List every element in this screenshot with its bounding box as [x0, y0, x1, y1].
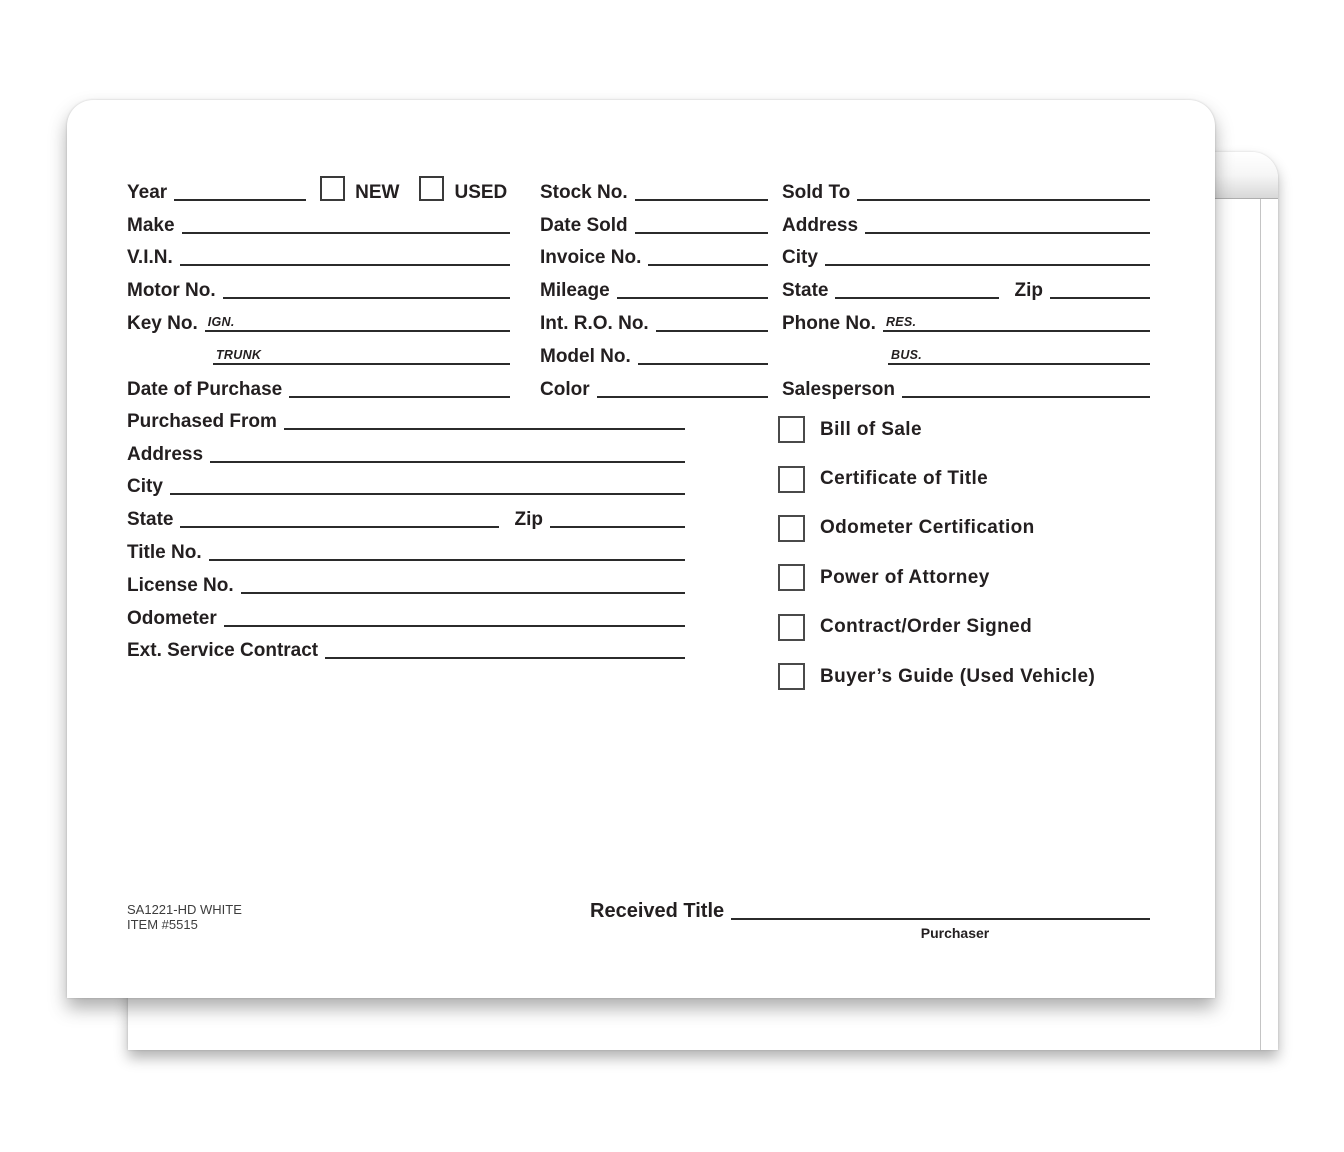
certificate-of-title-item	[778, 454, 1095, 503]
salesperson-line[interactable]	[902, 381, 1150, 398]
model-no-line[interactable]	[638, 348, 768, 365]
invoice-no-line[interactable]	[648, 249, 768, 266]
salesperson-field-row	[782, 367, 1150, 400]
key-no-ign-line[interactable]	[205, 315, 510, 332]
key-no-trunk-line[interactable]	[213, 348, 510, 365]
item-number: ITEM #5515	[127, 917, 198, 932]
power-of-attorney-item	[778, 553, 1095, 602]
odometer-certification-checkbox[interactable]	[778, 515, 805, 542]
odometer-certification-label: Odometer Certification	[820, 517, 1035, 539]
invoice-no-label: Invoice No.	[540, 247, 642, 269]
date-sold-line[interactable]	[635, 217, 768, 234]
buyer-state-zip-field-row	[782, 268, 1150, 301]
make-label: Make	[127, 214, 175, 236]
vin-line[interactable]	[180, 249, 510, 266]
buyers-guide-item	[778, 652, 1095, 701]
title-no-label: Title No.	[127, 542, 202, 564]
stock-no-line[interactable]	[635, 184, 768, 201]
new-checkbox[interactable]	[320, 176, 345, 201]
ext-service-contract-field-row	[127, 629, 685, 662]
model-no-label: Model No.	[540, 345, 631, 367]
key-no-ign-field-row	[127, 301, 510, 334]
date-of-purchase-label: Date of Purchase	[127, 378, 283, 400]
stock-no-label: Stock No.	[540, 181, 628, 203]
date-of-purchase-field-row	[127, 367, 510, 400]
seller-state-line[interactable]	[180, 511, 498, 528]
envelope-seam	[1260, 199, 1261, 1050]
odometer-field-row	[127, 596, 685, 629]
int-ro-no-label: Int. R.O. No.	[540, 313, 649, 335]
date-sold-field-row	[540, 203, 768, 236]
new-label: NEW	[355, 181, 400, 203]
buyer-state-label: State	[782, 280, 829, 302]
res-sublabel: RES.	[885, 314, 917, 329]
phone-bus-field-row	[782, 334, 1150, 367]
seller-address-line[interactable]	[210, 446, 685, 463]
title-no-line[interactable]	[209, 544, 685, 561]
year-label: Year	[127, 181, 168, 203]
buyer-address-field-row	[782, 203, 1150, 236]
color-label: Color	[540, 378, 590, 400]
model-no-field-row	[540, 334, 768, 367]
certificate-of-title-label: Certificate of Title	[820, 468, 989, 490]
purchase-info-column	[127, 399, 685, 661]
license-no-field-row	[127, 563, 685, 596]
sold-to-line[interactable]	[857, 184, 1150, 201]
date-sold-label: Date Sold	[540, 214, 628, 236]
vin-field-row	[127, 236, 510, 269]
received-title-field-row	[590, 894, 1150, 941]
seller-zip-line[interactable]	[550, 511, 685, 528]
purchased-from-line[interactable]	[284, 413, 685, 430]
phone-bus-line[interactable]	[888, 348, 1150, 365]
ign-sublabel: IGN.	[207, 314, 235, 329]
mileage-field-row	[540, 268, 768, 301]
product-code: SA1221-HD WHITE	[127, 902, 242, 917]
phone-res-line[interactable]	[883, 315, 1150, 332]
certificate-of-title-checkbox[interactable]	[778, 466, 805, 493]
bus-sublabel: BUS.	[891, 347, 923, 362]
purchased-from-field-row	[127, 399, 685, 432]
odometer-line[interactable]	[224, 610, 685, 627]
ext-service-contract-line[interactable]	[325, 642, 685, 659]
trunk-sublabel: TRUNK	[216, 347, 262, 362]
motor-no-line[interactable]	[223, 282, 510, 299]
invoice-no-field-row	[540, 236, 768, 269]
buyer-address-line[interactable]	[865, 217, 1150, 234]
seller-address-label: Address	[127, 443, 204, 465]
contract-order-signed-label: Contract/Order Signed	[820, 616, 1033, 638]
key-no-trunk-field-row	[127, 334, 510, 367]
mileage-line[interactable]	[617, 282, 768, 299]
buyers-guide-checkbox[interactable]	[778, 663, 805, 690]
odometer-label: Odometer	[127, 607, 217, 629]
odometer-certification-item	[778, 504, 1095, 553]
bill-of-sale-checkbox[interactable]	[778, 416, 805, 443]
contract-order-signed-item	[778, 603, 1095, 652]
contract-order-signed-checkbox[interactable]	[778, 614, 805, 641]
purchased-from-label: Purchased From	[127, 410, 277, 432]
make-field-row	[127, 203, 510, 236]
license-no-label: License No.	[127, 574, 234, 596]
vehicle-info-column	[127, 170, 510, 400]
buyer-address-label: Address	[782, 214, 859, 236]
bill-of-sale-item	[778, 405, 1095, 454]
sale-info-column	[540, 170, 768, 400]
seller-zip-label: Zip	[514, 509, 543, 531]
year-field-row	[127, 170, 510, 203]
sold-to-label: Sold To	[782, 181, 851, 203]
int-ro-no-line[interactable]	[656, 315, 768, 332]
seller-state-label: State	[127, 509, 174, 531]
deal-envelope-front	[67, 100, 1215, 998]
product-code-block	[127, 902, 242, 932]
int-ro-no-field-row	[540, 301, 768, 334]
vin-label: V.I.N.	[127, 247, 173, 269]
make-line[interactable]	[182, 217, 510, 234]
license-no-line[interactable]	[241, 577, 685, 594]
phone-res-field-row	[782, 301, 1150, 334]
buyer-info-column	[782, 170, 1150, 400]
seller-city-line[interactable]	[170, 478, 685, 495]
color-line[interactable]	[597, 381, 768, 398]
purchaser-label: Purchaser	[920, 925, 990, 941]
key-no-label: Key No.	[127, 313, 198, 335]
color-field-row	[540, 367, 768, 400]
salesperson-label: Salesperson	[782, 378, 895, 400]
bill-of-sale-label: Bill of Sale	[820, 418, 922, 440]
stock-no-field-row	[540, 170, 768, 203]
seller-city-field-row	[127, 465, 685, 498]
buyer-city-field-row	[782, 236, 1150, 269]
buyer-zip-label: Zip	[1014, 280, 1043, 302]
phone-no-label: Phone No.	[782, 313, 876, 335]
buyers-guide-label: Buyer’s Guide (Used Vehicle)	[820, 665, 1096, 687]
received-title-label: Received Title	[590, 900, 725, 922]
sold-to-field-row	[782, 170, 1150, 203]
buyer-zip-line[interactable]	[1050, 282, 1150, 299]
power-of-attorney-checkbox[interactable]	[778, 564, 805, 591]
buyer-city-line[interactable]	[825, 249, 1150, 266]
power-of-attorney-label: Power of Attorney	[820, 566, 990, 588]
motor-no-field-row	[127, 268, 510, 301]
documents-checklist	[778, 405, 1095, 701]
seller-address-field-row	[127, 432, 685, 465]
used-label: USED	[454, 181, 508, 203]
seller-city-label: City	[127, 476, 163, 498]
buyer-state-line[interactable]	[835, 282, 998, 299]
year-line[interactable]	[174, 184, 306, 201]
seller-state-zip-field-row	[127, 497, 685, 530]
received-title-line[interactable]	[731, 902, 1150, 920]
buyer-city-label: City	[782, 247, 818, 269]
title-no-field-row	[127, 530, 685, 563]
motor-no-label: Motor No.	[127, 280, 216, 302]
date-of-purchase-line[interactable]	[289, 381, 510, 398]
mileage-label: Mileage	[540, 280, 610, 302]
ext-service-contract-label: Ext. Service Contract	[127, 640, 319, 662]
used-checkbox[interactable]	[419, 176, 444, 201]
